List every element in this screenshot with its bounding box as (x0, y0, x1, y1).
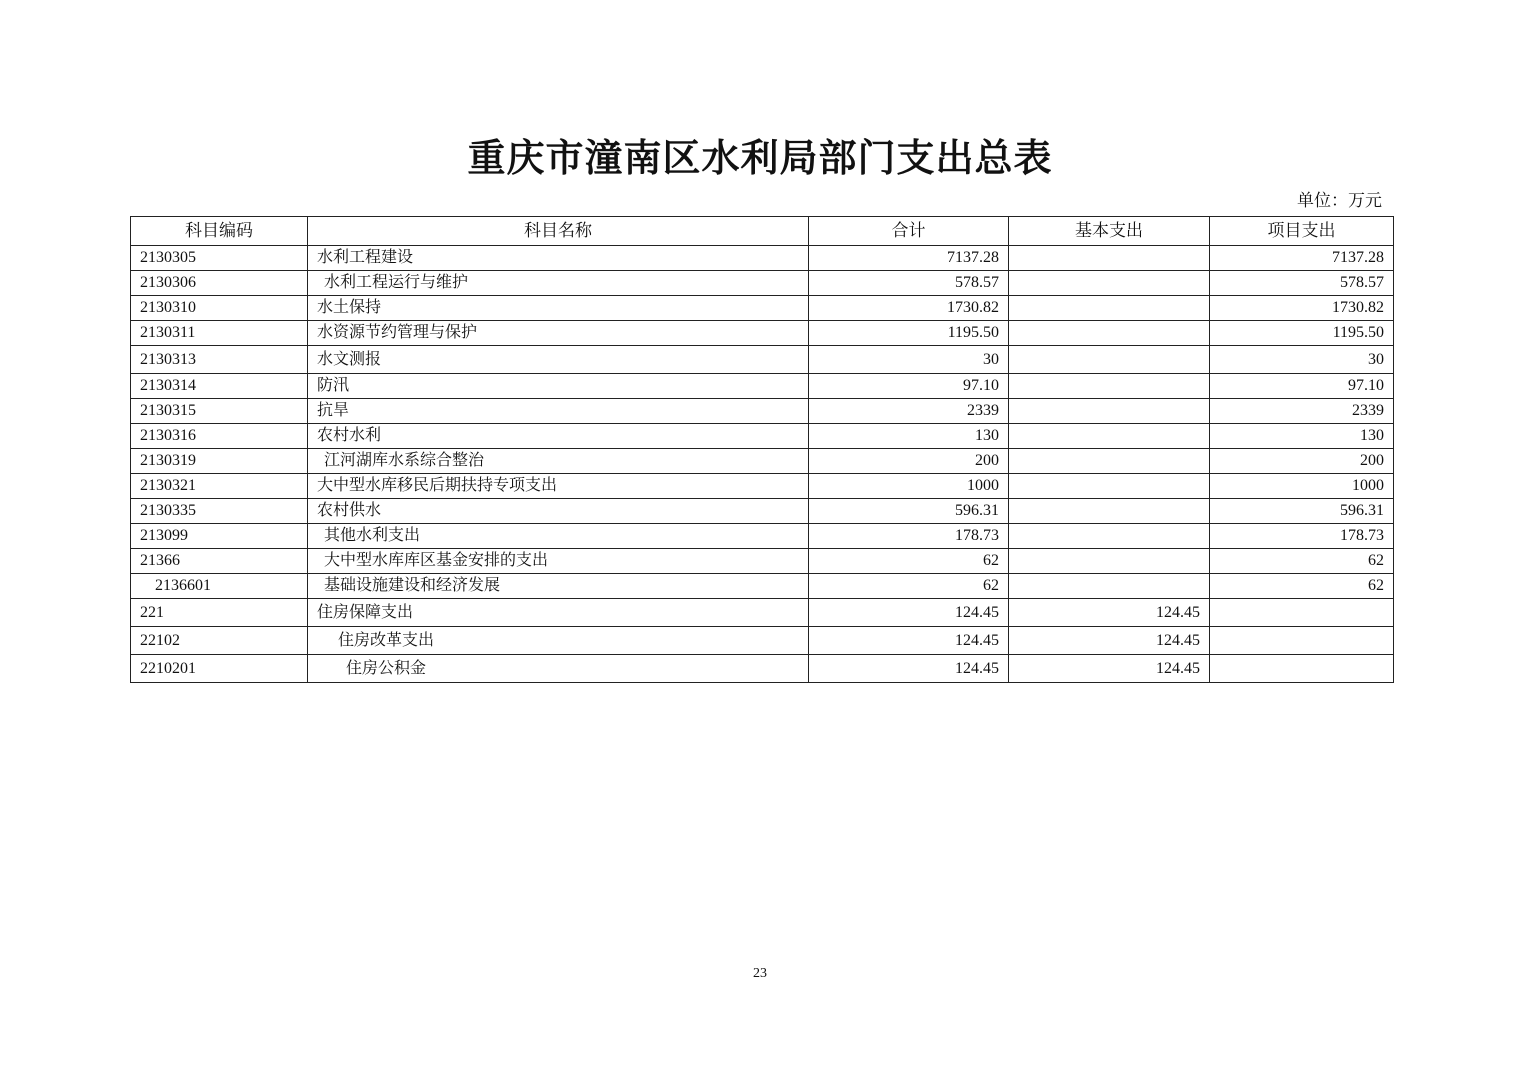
table-row (131, 424, 1394, 449)
header-basic: 基本支出 (1009, 217, 1210, 246)
cell-total: 1000 (809, 474, 1009, 499)
header-name: 科目名称 (308, 217, 809, 246)
cell-name: 其他水利支出 (308, 524, 809, 549)
cell-name: 江河湖库水系综合整治 (308, 449, 809, 474)
cell-code: 2136601 (131, 574, 308, 599)
cell-code: 221 (131, 599, 308, 627)
table-row (131, 374, 1394, 399)
table-row (131, 474, 1394, 499)
cell-name: 防汛 (308, 374, 809, 399)
cell-project: 200 (1210, 449, 1394, 474)
cell-code: 21366 (131, 549, 308, 574)
cell-basic (1009, 424, 1210, 449)
cell-code: 2130311 (131, 321, 308, 346)
cell-basic (1009, 374, 1210, 399)
table-row (131, 655, 1394, 683)
table-row (131, 246, 1394, 271)
cell-total: 1730.82 (809, 296, 1009, 321)
table-row (131, 599, 1394, 627)
cell-total: 124.45 (809, 599, 1009, 627)
header-code: 科目编码 (131, 217, 308, 246)
cell-total: 30 (809, 346, 1009, 374)
cell-project: 7137.28 (1210, 246, 1394, 271)
cell-name: 水土保持 (308, 296, 809, 321)
cell-project: 2339 (1210, 399, 1394, 424)
cell-name: 大中型水库移民后期扶持专项支出 (308, 474, 809, 499)
page-number: 23 (753, 966, 767, 981)
cell-name: 水利工程运行与维护 (308, 271, 809, 296)
table-row (131, 271, 1394, 296)
cell-basic (1009, 549, 1210, 574)
table-row (131, 321, 1394, 346)
cell-project: 178.73 (1210, 524, 1394, 549)
table-row (131, 346, 1394, 374)
cell-total: 200 (809, 449, 1009, 474)
cell-basic (1009, 296, 1210, 321)
cell-basic (1009, 271, 1210, 296)
cell-code: 2130306 (131, 271, 308, 296)
cell-project: 97.10 (1210, 374, 1394, 399)
cell-basic (1009, 346, 1210, 374)
cell-name: 农村水利 (308, 424, 809, 449)
cell-project: 578.57 (1210, 271, 1394, 296)
cell-total: 1195.50 (809, 321, 1009, 346)
cell-code: 2130319 (131, 449, 308, 474)
cell-project: 62 (1210, 574, 1394, 599)
table-row (131, 399, 1394, 424)
cell-basic (1009, 499, 1210, 524)
cell-name: 农村供水 (308, 499, 809, 524)
cell-project (1210, 599, 1394, 627)
cell-name: 住房公积金 (308, 655, 809, 683)
cell-name: 住房保障支出 (308, 599, 809, 627)
cell-basic (1009, 321, 1210, 346)
cell-total: 130 (809, 424, 1009, 449)
cell-project: 596.31 (1210, 499, 1394, 524)
cell-name: 抗旱 (308, 399, 809, 424)
unit-label: 单位：万元 (1297, 191, 1382, 211)
cell-total: 596.31 (809, 499, 1009, 524)
cell-project: 1195.50 (1210, 321, 1394, 346)
table-row (131, 449, 1394, 474)
cell-basic: 124.45 (1009, 627, 1210, 655)
page-title: 重庆市潼南区水利局部门支出总表 (467, 135, 1053, 180)
cell-project: 30 (1210, 346, 1394, 374)
cell-basic: 124.45 (1009, 599, 1210, 627)
cell-name: 基础设施建设和经济发展 (308, 574, 809, 599)
table-row (131, 524, 1394, 549)
table-header-row (131, 217, 1394, 246)
cell-code: 2130305 (131, 246, 308, 271)
cell-code: 2130335 (131, 499, 308, 524)
header-total: 合计 (809, 217, 1009, 246)
cell-project: 130 (1210, 424, 1394, 449)
cell-basic (1009, 246, 1210, 271)
cell-basic: 124.45 (1009, 655, 1210, 683)
cell-code: 2130321 (131, 474, 308, 499)
cell-name: 住房改革支出 (308, 627, 809, 655)
cell-code: 2210201 (131, 655, 308, 683)
cell-project: 1730.82 (1210, 296, 1394, 321)
cell-code: 2130310 (131, 296, 308, 321)
cell-total: 7137.28 (809, 246, 1009, 271)
table-row (131, 549, 1394, 574)
cell-project: 1000 (1210, 474, 1394, 499)
header-project: 项目支出 (1210, 217, 1394, 246)
cell-code: 2130313 (131, 346, 308, 374)
cell-basic (1009, 474, 1210, 499)
cell-basic (1009, 574, 1210, 599)
cell-project (1210, 655, 1394, 683)
expenditure-table (130, 216, 1394, 683)
cell-code: 213099 (131, 524, 308, 549)
cell-basic (1009, 449, 1210, 474)
cell-total: 178.73 (809, 524, 1009, 549)
cell-code: 2130315 (131, 399, 308, 424)
cell-code: 2130314 (131, 374, 308, 399)
cell-name: 水资源节约管理与保护 (308, 321, 809, 346)
cell-project: 62 (1210, 549, 1394, 574)
cell-name: 大中型水库库区基金安排的支出 (308, 549, 809, 574)
cell-basic (1009, 399, 1210, 424)
table-row (131, 574, 1394, 599)
cell-total: 578.57 (809, 271, 1009, 296)
cell-total: 124.45 (809, 655, 1009, 683)
cell-total: 124.45 (809, 627, 1009, 655)
table-row (131, 296, 1394, 321)
table-row (131, 499, 1394, 524)
cell-total: 62 (809, 549, 1009, 574)
cell-total: 2339 (809, 399, 1009, 424)
cell-name: 水利工程建设 (308, 246, 809, 271)
cell-total: 62 (809, 574, 1009, 599)
cell-project (1210, 627, 1394, 655)
table-row (131, 627, 1394, 655)
cell-code: 2130316 (131, 424, 308, 449)
cell-name: 水文测报 (308, 346, 809, 374)
cell-total: 97.10 (809, 374, 1009, 399)
cell-code: 22102 (131, 627, 308, 655)
cell-basic (1009, 524, 1210, 549)
